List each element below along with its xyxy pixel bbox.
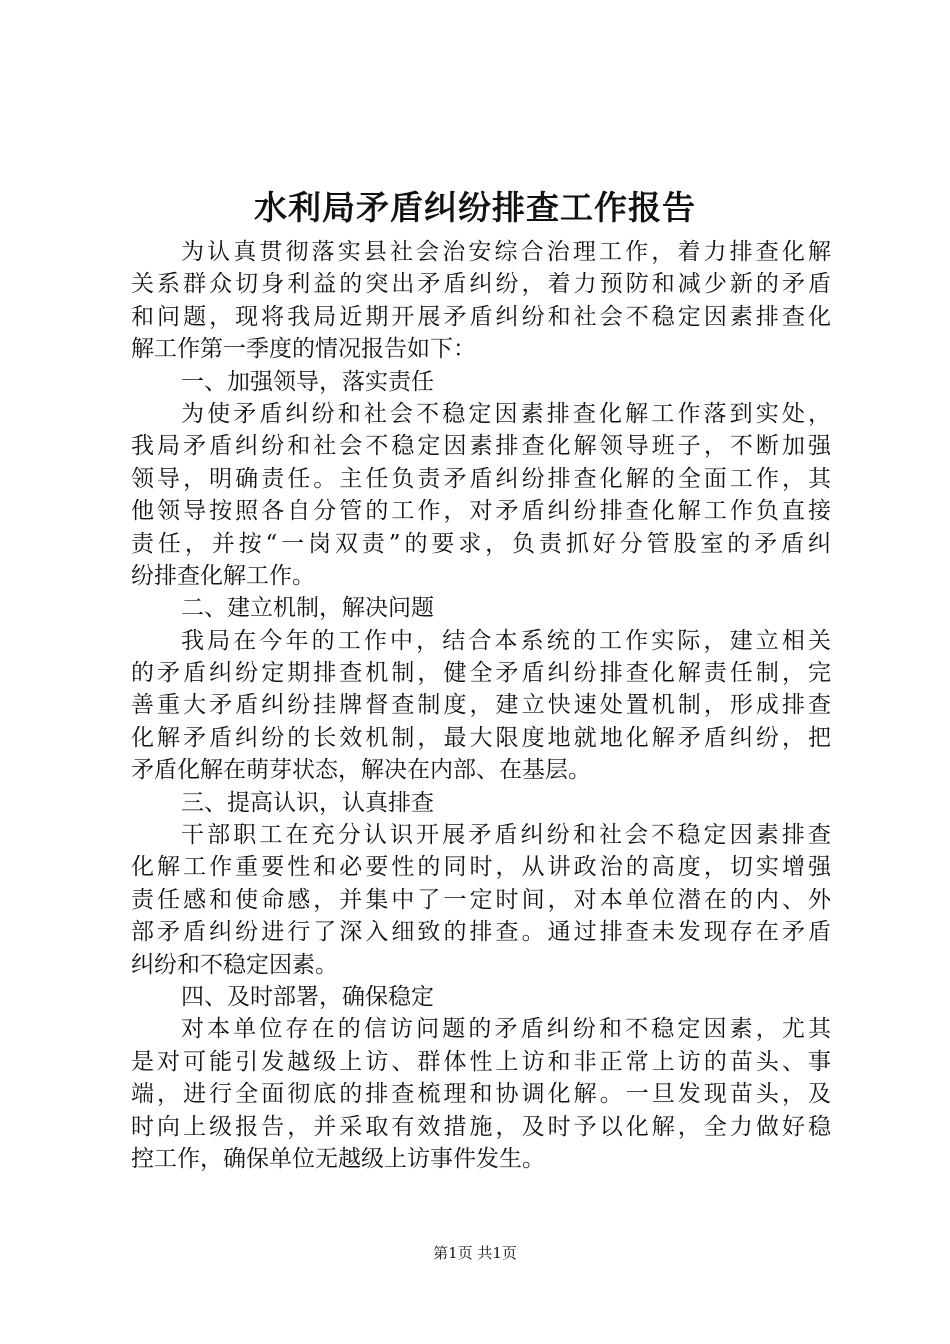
text-line: 矛盾化解在萌芽状态，解决在内部、在基层。 (131, 757, 591, 784)
text-line: 时向上级报告，并采取有效措施，及时予以化解，全力做好稳 (131, 1113, 831, 1140)
text-line: 部矛盾纠纷进行了深入细致的排查。通过排查未发现存在矛盾 (131, 919, 831, 946)
text-line: 领导，明确责任。主任负责矛盾纠纷排查化解的全面工作，其 (131, 465, 831, 492)
text-line: 善重大矛盾纠纷挂牌督查制度，建立快速处置机制，形成排查 (131, 692, 831, 719)
text-line: 化解矛盾纠纷的长效机制，最大限度地就地化解矛盾纠纷，把 (131, 724, 831, 751)
text-line: 解工作第一季度的情况报告如下： (131, 336, 476, 363)
text-line: 的矛盾纠纷定期排查机制，健全矛盾纠纷排查化解责任制，完 (131, 660, 831, 687)
text-line: 化解工作重要性和必要性的同时，从讲政治的高度，切实增强 (131, 854, 831, 881)
document-title: 水利局矛盾纠纷排查工作报告 (254, 188, 696, 227)
text-line: 责任感和使命感，并集中了一定时间，对本单位潜在的内、外 (131, 886, 831, 913)
text-line: 纷排查化解工作。 (131, 562, 315, 589)
text-line: 二、建立机制，解决问题 (181, 595, 434, 622)
document-body (131, 236, 831, 1175)
text-line: 干部职工在充分认识开展矛盾纠纷和社会不稳定因素排查 (181, 822, 831, 849)
text-line: 纠纷和不稳定因素。 (131, 951, 338, 978)
text-line: 端，进行全面彻底的排查梳理和协调化解。一旦发现苗头，及 (131, 1081, 831, 1108)
text-line: 责任，并按“一岗双责”的要求，负责抓好分管股室的矛盾纠 (131, 530, 831, 557)
text-line: 四、及时部署，确保稳定 (181, 983, 434, 1010)
text-line: 他领导按照各自分管的工作，对矛盾纠纷排查化解工作负直接 (131, 498, 831, 525)
text-line: 三、提高认识，认真排查 (181, 789, 434, 816)
text-line: 为认真贯彻落实县社会治安综合治理工作，着力排查化解 (181, 239, 831, 265)
text-line: 和问题，现将我局近期开展矛盾纠纷和社会不稳定因素排查化 (131, 303, 831, 330)
text-line: 关系群众切身利益的突出矛盾纠纷，着力预防和减少新的矛盾 (131, 271, 831, 298)
text-line: 控工作，确保单位无越级上访事件发生。 (131, 1145, 545, 1172)
text-line: 对本单位存在的信访问题的矛盾纠纷和不稳定因素，尤其 (181, 1016, 831, 1043)
page-footer: 第1页 共1页 (433, 1244, 517, 1262)
text-line: 是对可能引发越级上访、群体性上访和非正常上访的苗头、事 (131, 1048, 831, 1075)
text-line: 一、加强领导，落实责任 (181, 368, 434, 395)
text-line: 我局矛盾纠纷和社会不稳定因素排查化解领导班子，不断加强 (131, 433, 831, 460)
text-line: 我局在今年的工作中，结合本系统的工作实际，建立相关 (181, 627, 831, 654)
text-line: 为使矛盾纠纷和社会不稳定因素排查化解工作落到实处， (181, 400, 831, 427)
